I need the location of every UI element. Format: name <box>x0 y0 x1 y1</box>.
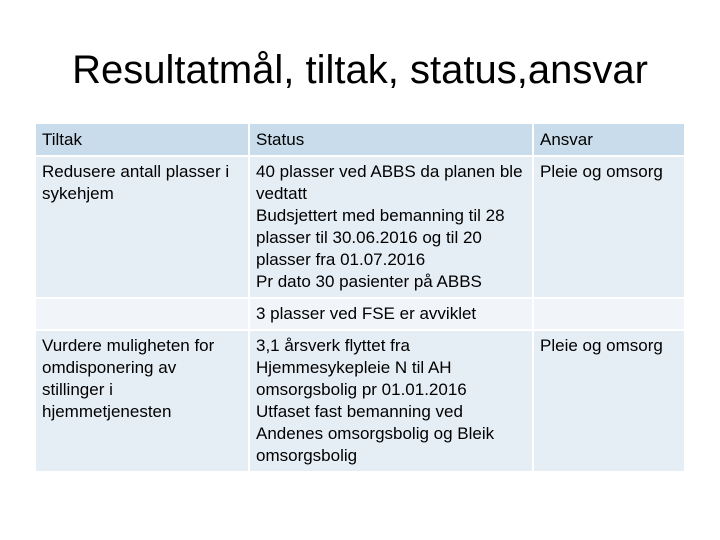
tiltak-cell <box>36 299 250 331</box>
status-line: Pr dato 30 pasienter på ABBS <box>256 272 482 291</box>
table-row <box>36 157 684 299</box>
status-cell <box>250 157 534 299</box>
column-header-status: Status <box>250 124 534 157</box>
table-row <box>36 331 684 473</box>
status-line: Budsjettert med bemanning til 28 plasser til 30.06.2016 og til 20 plasser fra 01.07.2016 <box>256 206 510 269</box>
table-header-row <box>36 124 684 157</box>
ansvar-cell <box>534 299 684 331</box>
column-header-tiltak: Tiltak <box>36 124 250 157</box>
status-line: Utfaset fast bemanning ved Andenes omsorgsbolig og Bleik omsorgsbolig <box>256 402 499 465</box>
page-title: Resultatmål, tiltak, status,ansvar <box>72 48 648 92</box>
status-line: 40 plasser ved ABBS da planen ble vedtatt <box>256 162 528 203</box>
status-cell <box>250 299 534 331</box>
status-table <box>36 124 684 473</box>
column-header-ansvar: Ansvar <box>534 124 684 157</box>
ansvar-cell: Pleie og omsorg <box>534 157 684 299</box>
status-line: 3 plasser ved FSE er avviklet <box>256 304 477 323</box>
status-line: 3,1 årsverk flyttet fra Hjemmesykepleie N til AH omsorgsbolig pr 01.01.2016 <box>256 336 467 399</box>
ansvar-cell: Pleie og omsorg <box>534 331 684 473</box>
table-row <box>36 299 684 331</box>
status-cell <box>250 331 534 473</box>
tiltak-cell: Vurdere muligheten for omdisponering av stillinger i hjemmetjenesten <box>36 331 250 473</box>
tiltak-cell: Redusere antall plasser i sykehjem <box>36 157 250 299</box>
